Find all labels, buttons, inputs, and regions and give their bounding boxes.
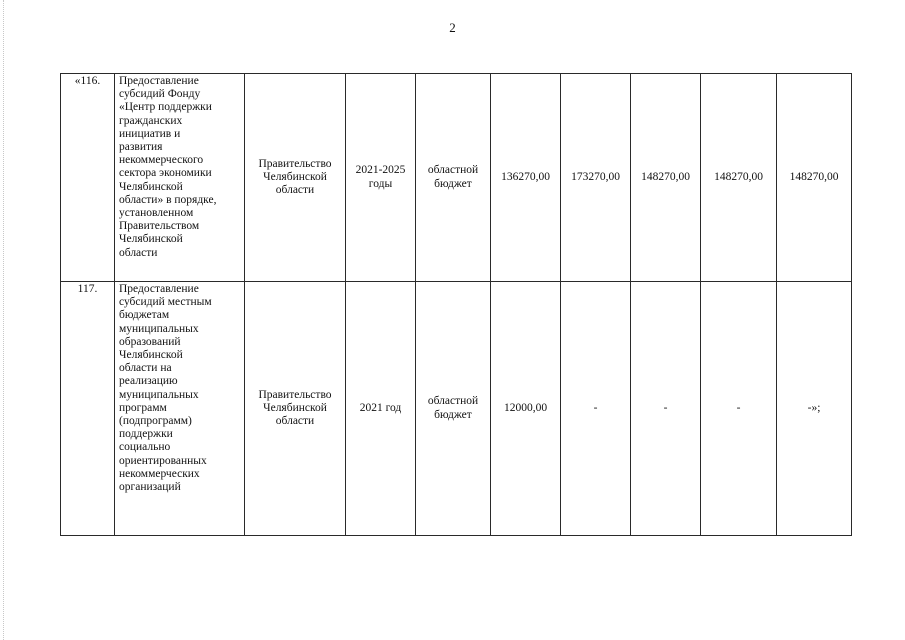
source-cell: областной бюджет — [416, 74, 491, 282]
page-number: 2 — [449, 20, 456, 35]
amount-cell: - — [631, 282, 701, 536]
amount-cell: - — [701, 282, 777, 536]
table-row — [61, 74, 852, 282]
amount-cell: 173270,00 — [561, 74, 631, 282]
amount-cell: 148270,00 — [631, 74, 701, 282]
row-number: «116. — [61, 74, 115, 282]
program-table — [60, 73, 852, 536]
amount-cell: 12000,00 — [491, 282, 561, 536]
measure-name: Предоставление субсидий местным бюджетам муниципальных образований Челябинской области на реализацию муниципальных программ (подпрограмм) поддержки социально ориентированных некоммерческих организаций — [115, 282, 245, 536]
table-row — [61, 282, 852, 536]
source-cell: областной бюджет — [416, 282, 491, 536]
measure-name: Предоставление субсидий Фонду «Центр поддержки гражданских инициатив и развития некоммерческого сектора экономики Челябинской области» в порядке, установленном Правительством Челябинской области — [115, 74, 245, 282]
amount-cell: 148270,00 — [701, 74, 777, 282]
executor-cell: Правительство Челябинской области — [245, 74, 346, 282]
scan-edge-line — [3, 0, 4, 640]
period-cell: 2021-2025 годы — [346, 74, 416, 282]
amount-cell: 136270,00 — [491, 74, 561, 282]
period-cell: 2021 год — [346, 282, 416, 536]
amount-cell: 148270,00 — [777, 74, 852, 282]
amount-cell: - — [561, 282, 631, 536]
row-number: 117. — [61, 282, 115, 536]
amount-cell: -»; — [777, 282, 852, 536]
executor-cell: Правительство Челябинской области — [245, 282, 346, 536]
